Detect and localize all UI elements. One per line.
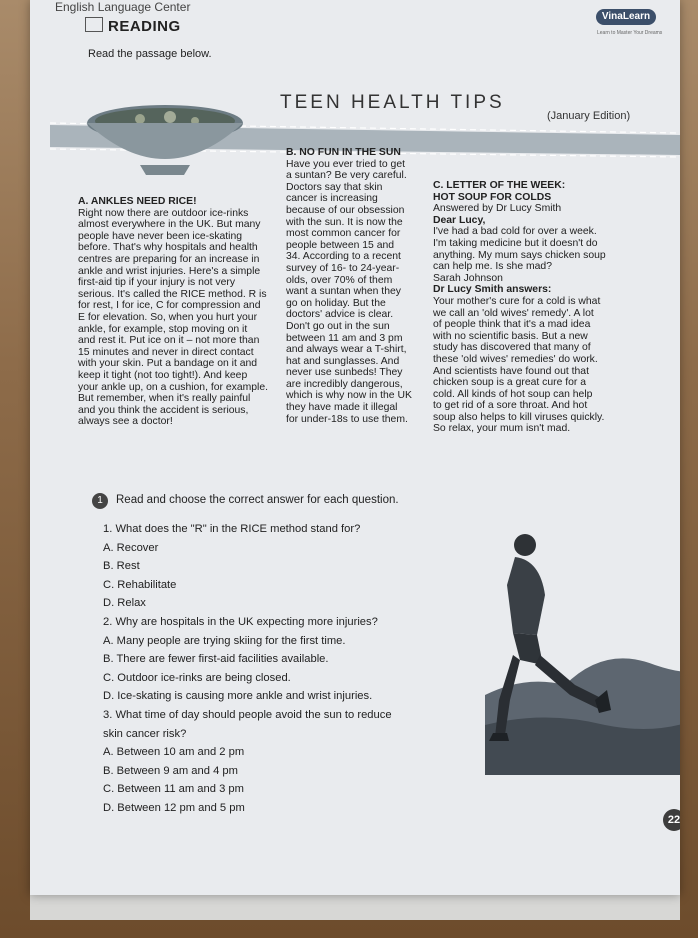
article-a-line: E for elevation. So, when you hurt your (78, 311, 258, 323)
article-a-line: ankle, for example, stop moving on it (78, 323, 248, 335)
article-a-heading: A. ANKLES NEED RICE! (78, 196, 197, 207)
banner-title: TEEN HEALTH TIPS (280, 92, 505, 113)
article-b-line: Have you ever tried to get (286, 158, 405, 170)
article-b-line: are incredibly dangerous, (286, 378, 403, 390)
banner-edition: (January Edition) (547, 110, 631, 122)
answer-option: D. Ice-skating is causing more ankle and wrist injuries. (103, 690, 373, 703)
answer-option: D. Between 12 pm and 5 pm (103, 801, 245, 814)
answer-line: we call an 'old wives' remedy'. A lot (433, 307, 594, 319)
article-b-line: for under-18s to use them. (286, 413, 408, 425)
answer-line: cold. All kinds of hot soup can help (433, 388, 593, 400)
answer-line: So relax, your mum isn't mad. (433, 423, 571, 435)
exercise-number: 1 (92, 493, 108, 509)
article-a-line: almost everywhere in the UK. But many (78, 219, 261, 231)
answer-option: C. Between 11 am and 3 pm (103, 783, 244, 796)
article-b-line: Doctors say that skin (286, 181, 383, 193)
article-b-line: cancer is increasing (286, 193, 378, 205)
answer-line: chicken soup is a great cure for a (433, 377, 587, 389)
article-a-line: and you think the accident is serious, (78, 404, 249, 416)
answer-line: of people think that it's a mad idea (433, 319, 591, 331)
article-b-line: olds, over 70% of them (286, 274, 393, 286)
article-b-line: survey of 16- to 24-year- (286, 262, 400, 274)
answer-line: And scientists have found out that (433, 365, 589, 377)
center-name: English Language Center (55, 0, 191, 14)
article-b-line: they have made it illegal (286, 402, 398, 414)
answer-line: these 'old wives' remedies' do work. (433, 353, 598, 365)
article-a-line: with your skin. Put a bandage on it and (78, 358, 258, 370)
section-title: READING (108, 18, 181, 35)
answer-option: B. There are fewer first-aid facilities available. (103, 653, 329, 666)
letter-line: can help me. Is she mad? (433, 261, 552, 273)
article-b-line: most common cancer for (286, 228, 401, 240)
article-a-line: But remember, when it's really painful (78, 393, 251, 405)
brand-tagline: Learn to Master Your Dreams (597, 30, 663, 36)
soup-bowl-illustration (80, 95, 250, 185)
exercise-heading (92, 493, 399, 509)
article-a-line: serious. It's called the RICE method. R is (78, 288, 267, 300)
article-b-heading: B. NO FUN IN THE SUN (286, 147, 401, 158)
article-b-line: a suntan? Be very careful. (286, 170, 407, 182)
article-b-line: doctors' advice is clear. (286, 309, 394, 321)
question-line: skin cancer risk? (103, 727, 187, 740)
article-a-line: 15 minutes and never in direct contact (78, 346, 254, 358)
article-b-line: Don't go out in the sun (286, 320, 390, 332)
answer-option: A. Many people are trying skiing for the first time. (103, 634, 346, 647)
article-b-line: which is why now in the UK (286, 390, 412, 402)
question-line: 3. What time of day should people avoid the sun to reduce (103, 708, 392, 721)
answer-line: with no scientific basis. But a new (433, 330, 588, 342)
letter-signature: Sarah Johnson (433, 272, 503, 284)
reading-section-icon (85, 17, 103, 32)
article-a-line: your ankle up, on a cushion, for example. (78, 381, 269, 393)
article-a-line: first-aid tip if your injury is not very (78, 277, 236, 289)
letter-line: I've had a bad cold for over a week. (433, 226, 597, 238)
answer-option: D. Relax (103, 597, 146, 610)
exercise-instruction: Read and choose the correct answer for each question. (116, 494, 399, 506)
question-line: 1. What does the "R" in the RICE method stand for? (103, 523, 361, 535)
runner-illustration (485, 525, 680, 775)
article-b-line: go on holiday. But the (286, 297, 386, 309)
article-b-line: 34. According to a recent (286, 251, 401, 263)
article-a-line: Right now there are outdoor ice-rinks (78, 207, 249, 219)
answer-option: C. Rehabilitate (103, 578, 177, 591)
article-a-line: people have never been ice-skating (78, 230, 243, 242)
reading-instruction: Read the passage below. (88, 48, 212, 60)
answer-line: to get rid of a sore throat. And hot (433, 400, 588, 412)
answer-option: B. Between 9 am and 4 pm (103, 764, 238, 777)
article-b-line: people between 15 and (286, 239, 395, 251)
article-c-subheading: HOT SOUP FOR COLDS (433, 191, 552, 203)
article-b-line: want a suntan when they (286, 286, 401, 298)
article-a-line: keep it tight (not too tight!). And keep (78, 369, 248, 381)
letter-line: anything. My mum says chicken soup (433, 249, 606, 261)
brand-logo: VinaLearn (596, 9, 656, 25)
answer-option: C. Outdoor ice-rinks are being closed. (103, 671, 291, 684)
article-a-line: always see a doctor! (78, 416, 173, 428)
article-b-line: hat and sunglasses. And (286, 355, 400, 367)
article-b-line: never use sunbeds! They (286, 367, 403, 379)
letter-salutation: Dear Lucy, (433, 214, 486, 226)
article-b-line: because of our obsession (286, 204, 405, 216)
answer-heading: Dr Lucy Smith answers: (433, 284, 552, 296)
textbook-page (30, 0, 680, 895)
question-list (103, 520, 463, 818)
article-b-line: between 11 am and 3 pm (286, 332, 403, 344)
answer-option: B. Rest (103, 560, 140, 573)
article-c (433, 180, 663, 435)
letter-line: I'm taking medicine but it doesn't do (433, 237, 598, 249)
article-a (78, 196, 293, 428)
article-c-heading: C. LETTER OF THE WEEK: (433, 180, 566, 191)
article-b-line: and always wear a T-shirt, (286, 344, 407, 356)
article-b (286, 147, 436, 425)
answer-line: study has discovered that many of (433, 342, 591, 354)
article-a-line: before. That's why hospitals and health (78, 242, 258, 254)
question-line: 2. Why are hospitals in the UK expecting more injuries? (103, 615, 378, 628)
article-a-line: ankle and wrist injuries. Here's a simple (78, 265, 261, 277)
article-c-byline: Answered by Dr Lucy Smith (433, 203, 562, 215)
page-number: 22 (663, 809, 680, 831)
article-b-line: with the sun. It is now the (286, 216, 403, 228)
answer-option: A. Recover (103, 541, 159, 554)
answer-line: Your mother's cure for a cold is what (433, 295, 601, 307)
answer-line: soup also helps to kill viruses quickly. (433, 411, 605, 423)
article-a-line: centres are preparing for an increase in (78, 253, 260, 265)
answer-option: A. Between 10 am and 2 pm (103, 746, 245, 759)
article-a-line: and rest it. Put ice on it – not more than (78, 335, 260, 347)
article-a-line: for rest, I for ice, C for compression and (78, 300, 261, 312)
